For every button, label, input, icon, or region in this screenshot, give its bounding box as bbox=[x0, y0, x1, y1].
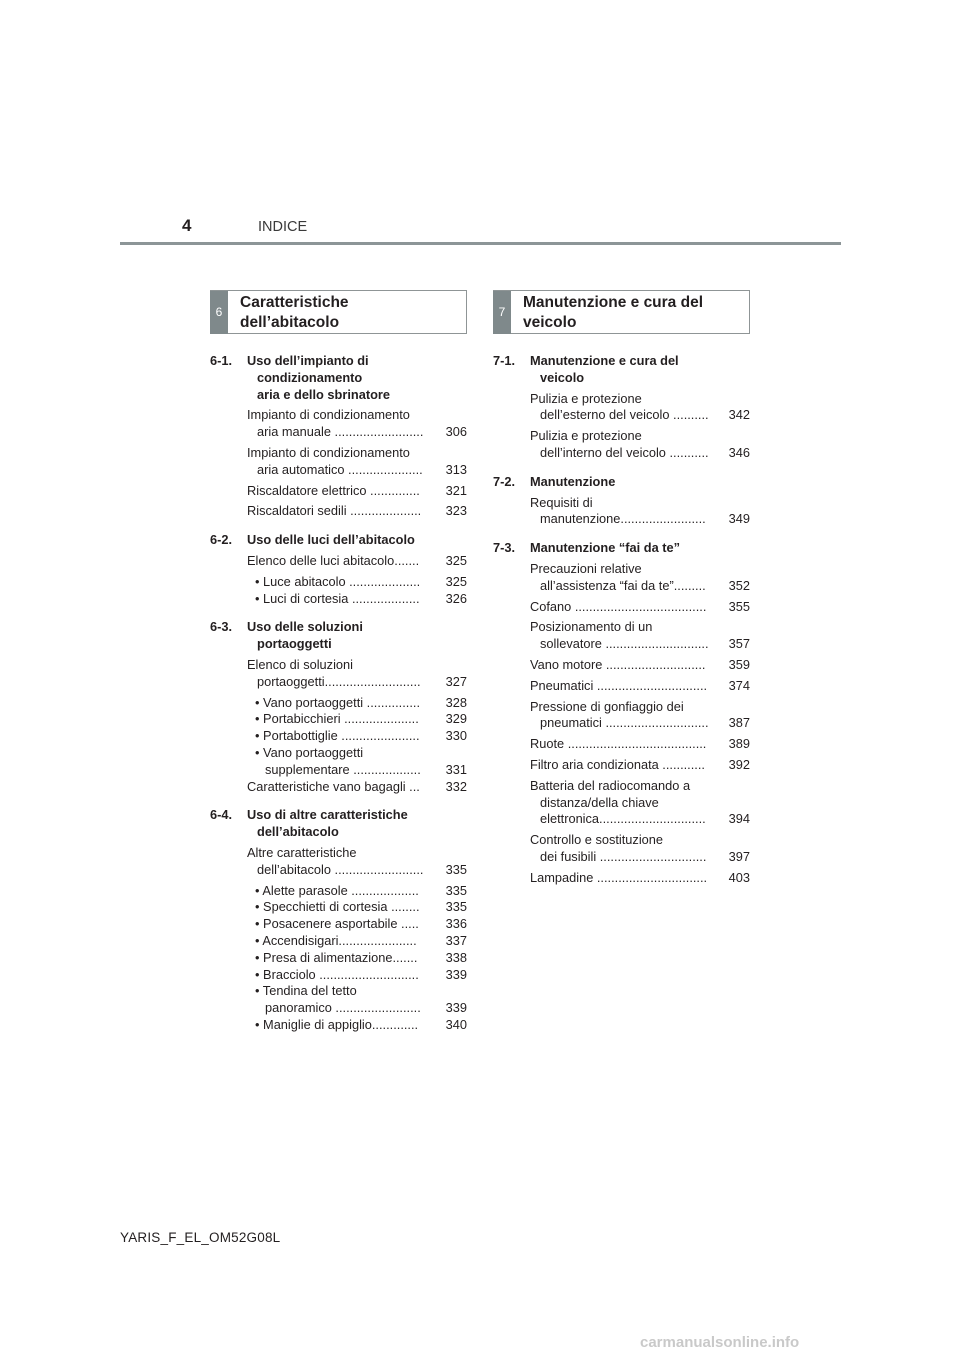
toc-subentry[interactable] bbox=[247, 899, 467, 916]
section-title bbox=[530, 474, 615, 491]
entry-line: aria automatico ..................... bbox=[257, 461, 423, 477]
entry-line: all’assistenza “fai da te”......... bbox=[540, 577, 706, 593]
section-number: 7-1. bbox=[493, 353, 516, 368]
toc-subentry[interactable] bbox=[247, 983, 467, 1017]
section-heading bbox=[493, 474, 750, 491]
entry-line: • Luce abitacolo .................... bbox=[255, 573, 421, 589]
entry-line: panoramico ........................ bbox=[265, 1000, 421, 1016]
entry-text bbox=[255, 933, 443, 950]
chapter-title: Manutenzione e cura del veicolo bbox=[523, 294, 704, 331]
toc-subentry[interactable] bbox=[247, 933, 467, 950]
entry-line: Filtro aria condizionata ............ bbox=[530, 756, 705, 772]
entry-line: Pulizia e protezione bbox=[530, 390, 642, 406]
section-title-line: Manutenzione bbox=[530, 473, 616, 489]
entry-text bbox=[255, 883, 443, 900]
toc-entry[interactable] bbox=[247, 553, 467, 570]
section-heading bbox=[210, 532, 467, 549]
toc-subentry[interactable] bbox=[247, 745, 467, 779]
header-rule bbox=[120, 242, 841, 245]
page-reference: 387 bbox=[728, 715, 750, 731]
watermark: carmanualsonline.info bbox=[640, 1334, 800, 1351]
toc-entry[interactable] bbox=[530, 757, 750, 774]
entry-text bbox=[255, 745, 443, 779]
entry-text bbox=[530, 495, 726, 529]
section-title-line: portaoggetti bbox=[257, 636, 332, 652]
entry-line: • Vano portaoggetti bbox=[255, 744, 364, 760]
section-title-line: Manutenzione e cura del bbox=[530, 353, 679, 368]
entry-line: • Presa di alimentazione....... bbox=[255, 949, 418, 965]
toc-section bbox=[210, 532, 467, 607]
entry-line: Elenco di soluzioni bbox=[247, 656, 353, 672]
page-reference: 337 bbox=[445, 932, 467, 948]
section-list bbox=[493, 353, 750, 887]
entry-line: Batteria del radiocomando a bbox=[530, 777, 691, 793]
entry-text bbox=[530, 699, 726, 733]
entry-line: aria manuale ......................... bbox=[257, 424, 424, 440]
page-reference: 327 bbox=[445, 673, 467, 689]
section-title-line: aria e dello sbrinatore bbox=[257, 386, 390, 402]
entry-line: Ruote ....................................... bbox=[530, 736, 707, 752]
section-title bbox=[247, 532, 415, 549]
entry-line: Pulizia e protezione bbox=[530, 428, 642, 444]
entry-text bbox=[530, 736, 726, 753]
section-heading bbox=[493, 540, 750, 557]
section-number: 6-3. bbox=[210, 619, 233, 635]
toc-section bbox=[210, 353, 467, 520]
page-reference: 392 bbox=[728, 756, 750, 772]
section-title-line: condizionamento bbox=[257, 369, 363, 385]
entry-text bbox=[530, 757, 726, 774]
page-reference: 331 bbox=[445, 761, 467, 777]
entry-text bbox=[255, 916, 443, 933]
page-reference: 346 bbox=[728, 444, 750, 460]
section-title-line: Manutenzione “fai da te” bbox=[530, 540, 681, 556]
page-reference: 342 bbox=[728, 407, 750, 423]
entry-line: Precauzioni relative bbox=[530, 560, 642, 576]
page-reference: 306 bbox=[445, 424, 467, 440]
entry-text bbox=[255, 695, 443, 712]
toc-entry[interactable] bbox=[530, 428, 750, 462]
page-reference: 313 bbox=[445, 461, 467, 477]
entry-line: • Specchietti di cortesia ........ bbox=[255, 899, 420, 915]
toc-entry[interactable] bbox=[530, 832, 750, 866]
chapter-header bbox=[493, 290, 750, 334]
page-reference: 329 bbox=[445, 711, 467, 727]
section-heading bbox=[493, 353, 750, 387]
page-reference: 389 bbox=[728, 736, 750, 752]
page-reference: 335 bbox=[445, 861, 467, 877]
chapter-number-tab: 7 bbox=[493, 291, 511, 334]
entry-line: • Luci di cortesia ................... bbox=[255, 590, 420, 606]
entry-list bbox=[210, 553, 467, 607]
page-reference: 325 bbox=[445, 573, 467, 589]
page-reference: 349 bbox=[728, 511, 750, 527]
entry-list bbox=[210, 407, 467, 520]
entry-text bbox=[255, 967, 443, 984]
page-header-title: INDICE bbox=[258, 219, 308, 235]
toc-subentry[interactable] bbox=[247, 574, 467, 591]
toc-entry[interactable] bbox=[247, 657, 467, 691]
page-reference: 338 bbox=[445, 949, 467, 965]
entry-text bbox=[530, 561, 726, 595]
toc-subentry[interactable] bbox=[247, 1017, 467, 1034]
toc-entry[interactable] bbox=[530, 391, 750, 425]
entry-list bbox=[493, 561, 750, 887]
entry-line: Controllo e sostituzione bbox=[530, 832, 664, 848]
page-reference: 394 bbox=[728, 811, 750, 827]
entry-text bbox=[247, 483, 443, 500]
page-reference: 339 bbox=[445, 966, 467, 982]
entry-line: Elenco delle luci abitacolo....... bbox=[247, 552, 420, 568]
entry-line: • Portabottiglie ...................... bbox=[255, 728, 420, 744]
toc-subentry[interactable] bbox=[247, 591, 467, 608]
entry-list bbox=[210, 657, 467, 795]
entry-line: dei fusibili .............................. bbox=[540, 848, 707, 864]
page-reference: 330 bbox=[445, 728, 467, 744]
toc-entry[interactable] bbox=[247, 483, 467, 500]
toc-column-7 bbox=[493, 290, 750, 899]
section-title bbox=[530, 353, 679, 387]
toc-entry[interactable] bbox=[247, 845, 467, 879]
toc-entry[interactable] bbox=[530, 736, 750, 753]
document-code: YARIS_F_EL_OM52G08L bbox=[120, 1230, 281, 1245]
page-reference: 339 bbox=[445, 1000, 467, 1016]
page-reference: 323 bbox=[445, 503, 467, 519]
toc-entry[interactable] bbox=[247, 779, 467, 796]
chapter-number-tab: 6 bbox=[210, 291, 228, 334]
entry-text bbox=[530, 428, 726, 462]
entry-line: Posizionamento di un bbox=[530, 619, 653, 635]
page-reference: 359 bbox=[728, 656, 750, 672]
page-reference: 355 bbox=[728, 598, 750, 614]
toc-entry[interactable] bbox=[530, 678, 750, 695]
entry-line: Impianto di condizionamento bbox=[247, 407, 410, 423]
page-reference: 397 bbox=[728, 848, 750, 864]
entry-text bbox=[530, 619, 726, 653]
section-heading bbox=[210, 807, 467, 841]
page-reference: 340 bbox=[445, 1016, 467, 1032]
section-heading bbox=[210, 619, 467, 653]
chapter-header bbox=[210, 290, 467, 334]
section-title-line: Uso dell’impianto di bbox=[247, 353, 369, 368]
section-title bbox=[247, 619, 363, 653]
section-number: 7-2. bbox=[493, 473, 516, 489]
section-number: 6-4. bbox=[210, 807, 233, 823]
page-number: 4 bbox=[182, 216, 192, 235]
toc-subentry[interactable] bbox=[247, 950, 467, 967]
page-reference: 332 bbox=[445, 778, 467, 794]
page-reference: 325 bbox=[445, 552, 467, 568]
entry-line: supplementare ................... bbox=[265, 761, 421, 777]
entry-text bbox=[530, 678, 726, 695]
toc-section bbox=[210, 807, 467, 1033]
entry-line: Vano motore ............................ bbox=[530, 656, 706, 672]
toc-subentry[interactable] bbox=[247, 967, 467, 984]
toc-subentry[interactable] bbox=[247, 695, 467, 712]
entry-line: Pressione di gonfiaggio dei bbox=[530, 698, 684, 714]
entry-text bbox=[255, 983, 443, 1017]
section-title-line: Uso delle soluzioni bbox=[247, 619, 363, 635]
toc-section bbox=[210, 619, 467, 795]
entry-text bbox=[530, 832, 726, 866]
section-number: 6-2. bbox=[210, 532, 233, 548]
toc-entry[interactable] bbox=[530, 599, 750, 616]
entry-line: • Bracciolo ............................ bbox=[255, 966, 419, 982]
entry-text bbox=[530, 657, 726, 674]
toc-entry[interactable] bbox=[530, 870, 750, 887]
page-reference: 326 bbox=[445, 590, 467, 606]
entry-list bbox=[493, 495, 750, 529]
page-reference: 321 bbox=[445, 482, 467, 498]
entry-line: dell’interno del veicolo ........... bbox=[540, 444, 709, 460]
chapter-title: Caratteristiche dell’abitacolo bbox=[240, 294, 349, 331]
entry-text bbox=[255, 711, 443, 728]
entry-line: sollevatore ............................. bbox=[540, 636, 709, 652]
section-title-line: dell’abitacolo bbox=[257, 824, 339, 840]
section-list bbox=[210, 353, 467, 1034]
toc-entry[interactable] bbox=[530, 778, 750, 828]
entry-text bbox=[247, 779, 443, 796]
page-reference: 357 bbox=[728, 636, 750, 652]
entry-text bbox=[255, 591, 443, 608]
section-heading bbox=[210, 353, 467, 403]
entry-line: manutenzione........................ bbox=[540, 511, 706, 527]
entry-text bbox=[247, 407, 443, 441]
entry-text bbox=[530, 778, 726, 828]
entry-line: • Alette parasole ................... bbox=[255, 882, 419, 898]
toc-entry[interactable] bbox=[247, 503, 467, 520]
entry-line: dell’esterno del veicolo .......... bbox=[540, 407, 709, 423]
section-title bbox=[247, 353, 390, 403]
entry-line: Impianto di condizionamento bbox=[247, 444, 410, 460]
toc-section bbox=[493, 353, 750, 462]
toc-section bbox=[493, 474, 750, 528]
toc-entry[interactable] bbox=[530, 619, 750, 653]
section-number: 6-1. bbox=[210, 353, 233, 368]
entry-line: • Tendina del tetto bbox=[255, 983, 357, 999]
entry-line: portaoggetti........................... bbox=[257, 673, 421, 689]
entry-line: Altre caratteristiche bbox=[247, 844, 357, 860]
section-title-line: Uso delle luci dell’abitacolo bbox=[247, 532, 415, 548]
entry-text bbox=[530, 391, 726, 425]
entry-text bbox=[530, 870, 726, 887]
toc-entry[interactable] bbox=[247, 445, 467, 479]
entry-line: Riscaldatore elettrico .............. bbox=[247, 482, 420, 498]
entry-line: • Accendisigari...................... bbox=[255, 932, 417, 948]
entry-line: Caratteristiche vano bagagli ... bbox=[247, 778, 420, 794]
toc-entry[interactable] bbox=[530, 495, 750, 529]
entry-text bbox=[255, 950, 443, 967]
entry-text bbox=[247, 445, 443, 479]
entry-text bbox=[255, 728, 443, 745]
toc-subentry[interactable] bbox=[247, 916, 467, 933]
entry-line: dell’abitacolo ......................... bbox=[257, 861, 424, 877]
entry-line: • Vano portaoggetti ............... bbox=[255, 694, 421, 710]
toc-section bbox=[493, 540, 750, 886]
entry-line: pneumatici ............................. bbox=[540, 715, 709, 731]
entry-line: Cofano ..................................... bbox=[530, 598, 707, 614]
entry-text bbox=[255, 1017, 443, 1034]
entry-text bbox=[247, 503, 443, 520]
entry-line: distanza/della chiave bbox=[540, 794, 659, 810]
entry-line: • Maniglie di appiglio............. bbox=[255, 1016, 419, 1032]
entry-line: Lampadine ............................... bbox=[530, 869, 708, 885]
section-title bbox=[530, 540, 680, 557]
page-reference: 328 bbox=[445, 694, 467, 710]
toc-column-6 bbox=[210, 290, 467, 1046]
page-reference: 335 bbox=[445, 882, 467, 898]
entry-line: Requisiti di bbox=[530, 494, 593, 510]
entry-text bbox=[247, 845, 443, 879]
entry-line: • Posacenere asportabile ..... bbox=[255, 916, 419, 932]
toc-entry[interactable] bbox=[530, 561, 750, 595]
entry-text bbox=[530, 599, 726, 616]
toc-entry[interactable] bbox=[530, 699, 750, 733]
toc-entry[interactable] bbox=[247, 407, 467, 441]
page-reference: 336 bbox=[445, 916, 467, 932]
page-reference: 335 bbox=[445, 899, 467, 915]
entry-text bbox=[255, 574, 443, 591]
toc-subentry[interactable] bbox=[247, 883, 467, 900]
page-reference: 352 bbox=[728, 577, 750, 593]
toc-entry[interactable] bbox=[530, 657, 750, 674]
entry-list bbox=[210, 845, 467, 1034]
entry-text bbox=[247, 553, 443, 570]
entry-line: Pneumatici ............................... bbox=[530, 677, 708, 693]
page-reference: 374 bbox=[728, 677, 750, 693]
toc-subentry[interactable] bbox=[247, 711, 467, 728]
section-title bbox=[247, 807, 408, 841]
entry-line: • Portabicchieri ..................... bbox=[255, 711, 419, 727]
entry-text bbox=[247, 657, 443, 691]
entry-line: elettronica.............................. bbox=[540, 811, 706, 827]
section-title-line: Uso di altre caratteristiche bbox=[247, 807, 408, 823]
entry-text bbox=[255, 899, 443, 916]
toc-subentry[interactable] bbox=[247, 728, 467, 745]
page-reference: 403 bbox=[728, 869, 750, 885]
entry-line: Riscaldatori sedili .................... bbox=[247, 503, 422, 519]
entry-list bbox=[493, 391, 750, 462]
section-number: 7-3. bbox=[493, 540, 516, 556]
section-title-line: veicolo bbox=[540, 369, 585, 385]
